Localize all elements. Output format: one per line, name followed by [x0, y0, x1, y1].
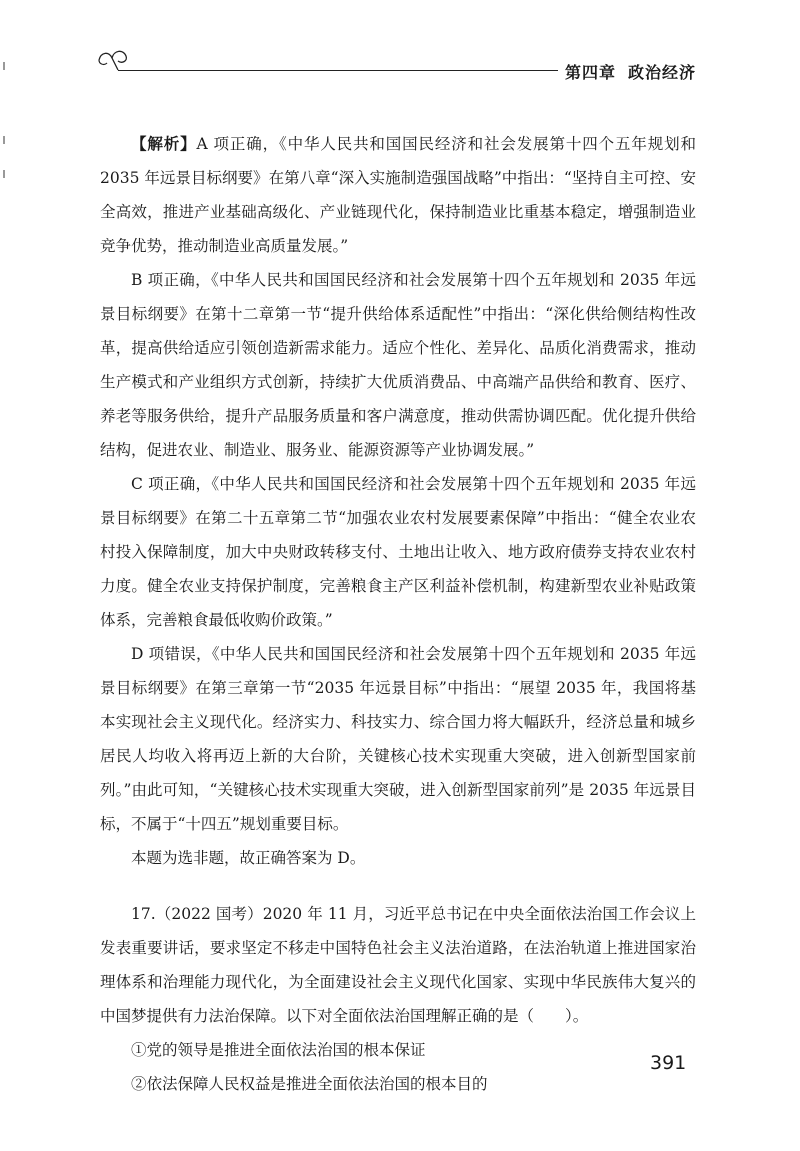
question-option-1: ①党的领导是推进全面依法治国的根本保证 [131, 1041, 426, 1059]
answer-conclusion: 本题为选非题，故正确答案为 D。 [131, 849, 366, 867]
header-rule [118, 70, 558, 71]
scan-margin-mark [3, 170, 5, 178]
question-stem: 17.（2022 国考）2020 年 11 月，习近平总书记在中央全面依法治国工作会议上发表重要讲话，要求坚定不移走中国特色社会主义法治道路，在法治轨道上推进国家治理体系和治理能力现代化，为全面建设社会主义现代化国家、实现中华民族伟大复兴的中国梦提供有力法治保障。以下对全面依法治国理解正确的是（ ）。 [100, 905, 696, 1025]
analysis-paragraph-a: 【解析】A 项正确，《中华人民共和国国民经济和社会发展第十四个五年规划和 2035 年远景目标纲要》在第八章“深入实施制造强国战略”中指出：“坚持自主可控、安全高效，推进产业基础高级化、产业链现代化，保持制造业比重基本稳定，增强制造业竞争优势，推动制造业高质量发展。” [100, 134, 696, 255]
chapter-title [565, 60, 696, 83]
analysis-paragraph-d: D 项错误，《中华人民共和国国民经济和社会发展第十四个五年规划和 2035 年远景目标纲要》在第三章第一节“2035 年远景目标”中指出：“展望 2035 年，我国将基本实现社会主义现代化。经济实力、科技实力、综合国力将大幅跃升，经济总量和城乡居民人均收入将再迈上新的大台阶，关键核心技术实现重大突破，进入创新型国家前列。”由此可知，“关键核心技术实现重大突破，进入创新型国家前列”是 2035 年远景目标，不属于“十四五”规划重要目标。 [100, 645, 696, 833]
analysis-paragraph-c: C 项正确，《中华人民共和国国民经济和社会发展第十四个五年规划和 2035 年远景目标纲要》在第二十五章第二节“加强农业农村发展要素保障”中指出：“健全农业农村投入保障制度，加大中央财政转移支付、土地出让收入、地方政府债券支持农业农村力度。健全农业支持保护制度，完善粮食主产区利益补偿机制，构建新型农业补贴政策体系，完善粮食最低收购价政策。” [100, 475, 696, 629]
analysis-paragraph-b: B 项正确，《中华人民共和国国民经济和社会发展第十四个五年规划和 2035 年远景目标纲要》在第十二章第一节“提升供给体系适配性”中指出：“深化供给侧结构性改革，提高供给适应引领创造新需求能力。适应个性化、差异化、品质化消费需求，推动生产模式和产业组织方式创新，持续扩大优质消费品、中高端产品供给和教育、医疗、养老等服务供给，提升产品服务质量和客户满意度，推动供需协调匹配。优化提升供给结构，促进农业、制造业、服务业、能源资源等产业协调发展。” [100, 271, 696, 459]
page-number: 391 [650, 1052, 687, 1074]
analysis-tag: 【解析】 [131, 134, 197, 153]
chapter-name: 政治经济 [628, 63, 697, 82]
scan-margin-mark [3, 136, 5, 144]
chapter-label: 第四章 [565, 63, 617, 82]
scan-margin-mark [3, 62, 5, 70]
body-text [100, 127, 696, 1101]
question-option-2: ②依法保障人民权益是推进全面依法治国的根本目的 [131, 1075, 488, 1093]
